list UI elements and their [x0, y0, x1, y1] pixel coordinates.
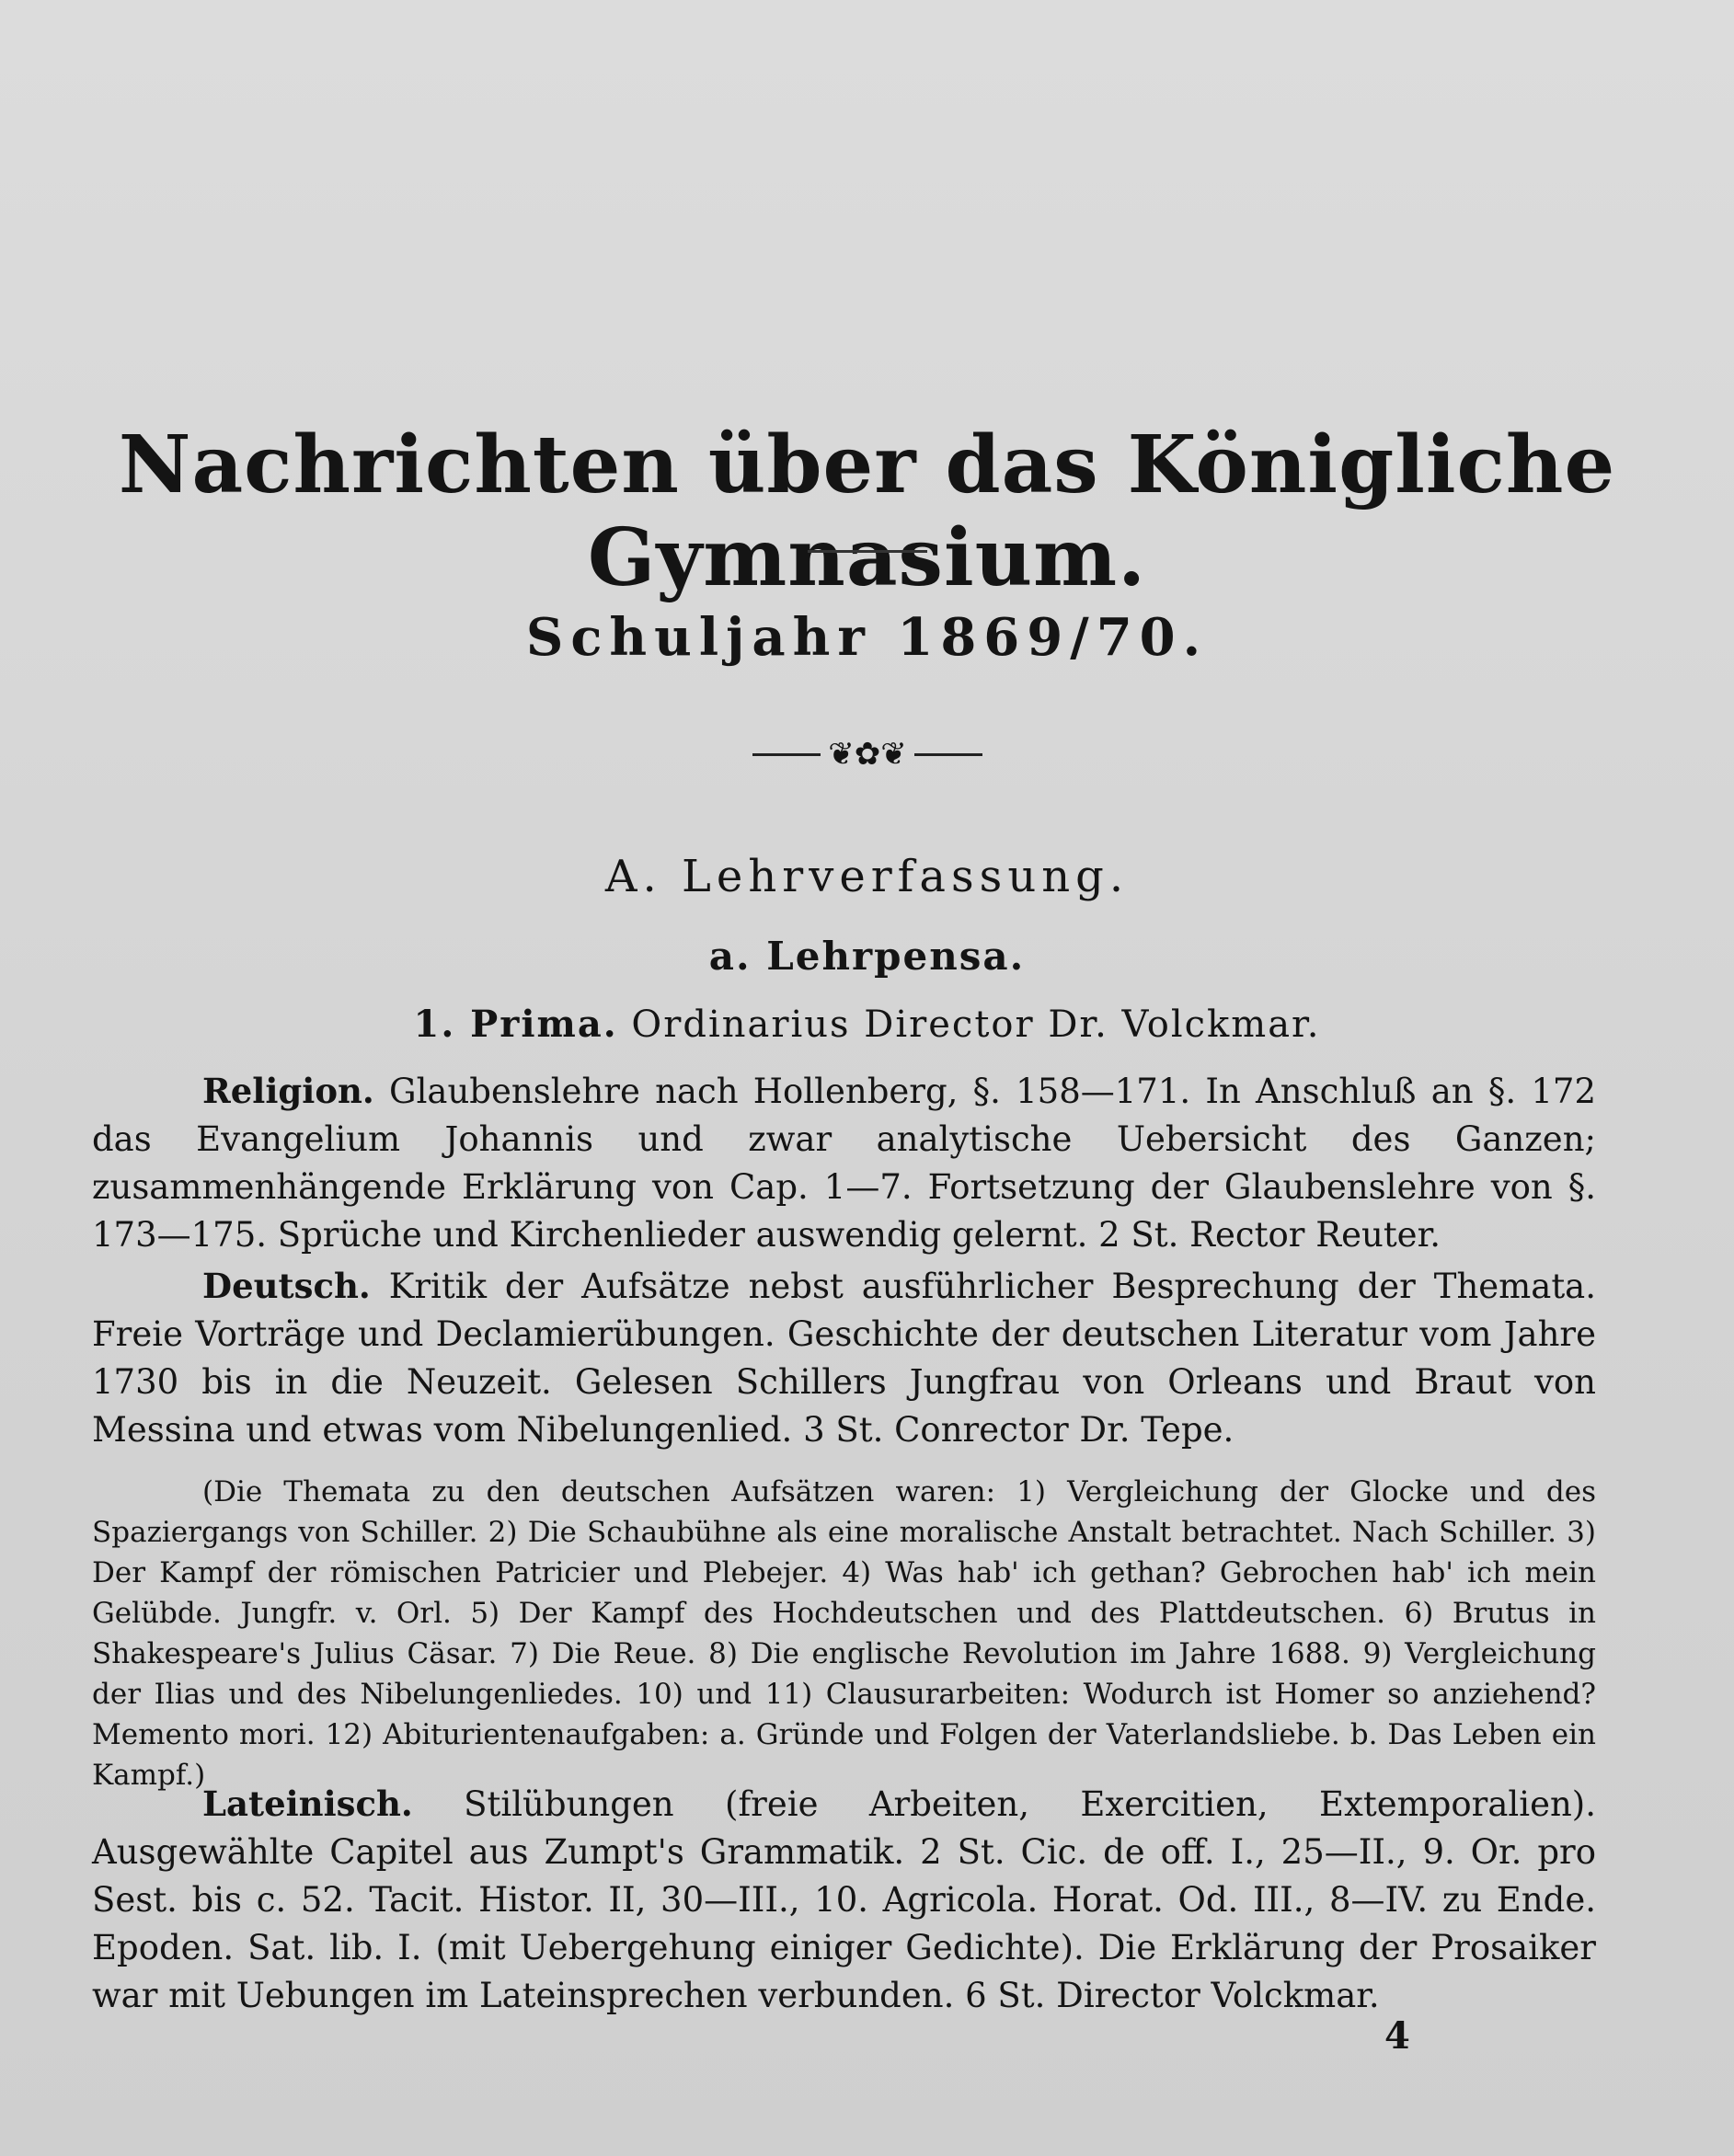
lateinisch-label: Lateinisch. [202, 1783, 413, 1824]
deutsch-label: Deutsch. [202, 1266, 371, 1306]
deutsch-themata-note: (Die Themata zu den deutschen Aufsätzen waren: 1) Vergleichung der Glocke und des Spaziergangs von Schiller. 2) Die Schaubühne als eine moralische Anstalt betrachtet. Nach Schiller. 3) Der Kampf der römischen Patricier und Plebejer. 4) Was hab' ich gethan? Gebrochen hab' ich mein Gelübde. Jungfr. v. Orl. 5) Der Kampf des Hochdeutschen und des Plattdeutschen. 6) Brutus in Shakespeare's Julius Cäsar. 7) Die Reue. 8) Die englische Revolution im Jahre 1688. 9) Vergleichung der Ilias und des Nibelungenliedes. 10) und 11) Clausurarbeiten: Wodurch ist Homer so anziehend? Memento mori. 12) Abiturientenaufgaben: a. Gründe und Folgen der Vaterlandsliebe. b. Das Leben ein Kampf.) [92, 1475, 1596, 1792]
printer-signature-mark: 4 [1384, 2014, 1410, 2058]
title-divider [808, 550, 927, 553]
prima-label: 1. Prima. [413, 1003, 618, 1046]
religion-paragraph [92, 1067, 1596, 1259]
religion-label: Religion. [202, 1071, 374, 1111]
ornament-flourish-icon: ❦✿❦ [828, 736, 907, 773]
subsection-heading-a: a. Lehrpensa. [708, 934, 1026, 979]
page-title: Nachrichten über das Königliche Gymnasium. [118, 419, 1616, 604]
prima-ordinarius: Ordinarius Director Dr. Volckmar. [631, 1003, 1321, 1046]
lateinisch-paragraph [92, 1780, 1596, 2020]
ornament-divider [752, 736, 982, 773]
class-heading-prima [55, 1003, 1679, 1046]
school-year-heading: Schuljahr 1869/70. [525, 607, 1209, 668]
section-heading-a: A. Lehrverfassung. [604, 851, 1130, 902]
religion-text: Glaubenslehre nach Hollenberg, §. 158—171. In Anschluß an §. 172 das Evangelium Johannis und zwar analytische Uebersicht des Ganzen; zusammenhängende Erklärung von Cap. 1—7. Fortsetzung der Glaubenslehre von §. 173—175. Sprüche und Kirchenlieder auswendig gelernt. 2 St. Rector Reuter. [92, 1072, 1596, 1255]
deutsch-text: Kritik der Aufsätze nebst ausführlicher Besprechung der Themata. Freie Vorträge und Declamierübungen. Geschichte der deutschen Literatur vom Jahre 1730 bis in die Neuzeit. Gelesen Schillers Jungfrau von Orleans und Braut von Messina und etwas vom Nibelungenlied. 3 St. Conrector Dr. Tepe. [92, 1267, 1597, 1450]
deutsch-paragraph [92, 1262, 1596, 1454]
lateinisch-text: Stilübungen (freie Arbeiten, Exercitien, Extemporalien). Ausgewählte Capitel aus Zumpt's Grammatik. 2 St. Cic. de off. I., 25—II., 9. Or. pro Sest. bis c. 52. Tacit. Histor. II, 30—III., 10. Agricola. Horat. Od. III., 8—IV. zu Ende. Epoden. Sat. lib. I. (mit Uebergehung einiger Gedichte). Die Erklärung der Prosaiker war mit Uebungen im Lateinsprechen verbunden. 6 St. Director Volckmar. [92, 1784, 1596, 2015]
